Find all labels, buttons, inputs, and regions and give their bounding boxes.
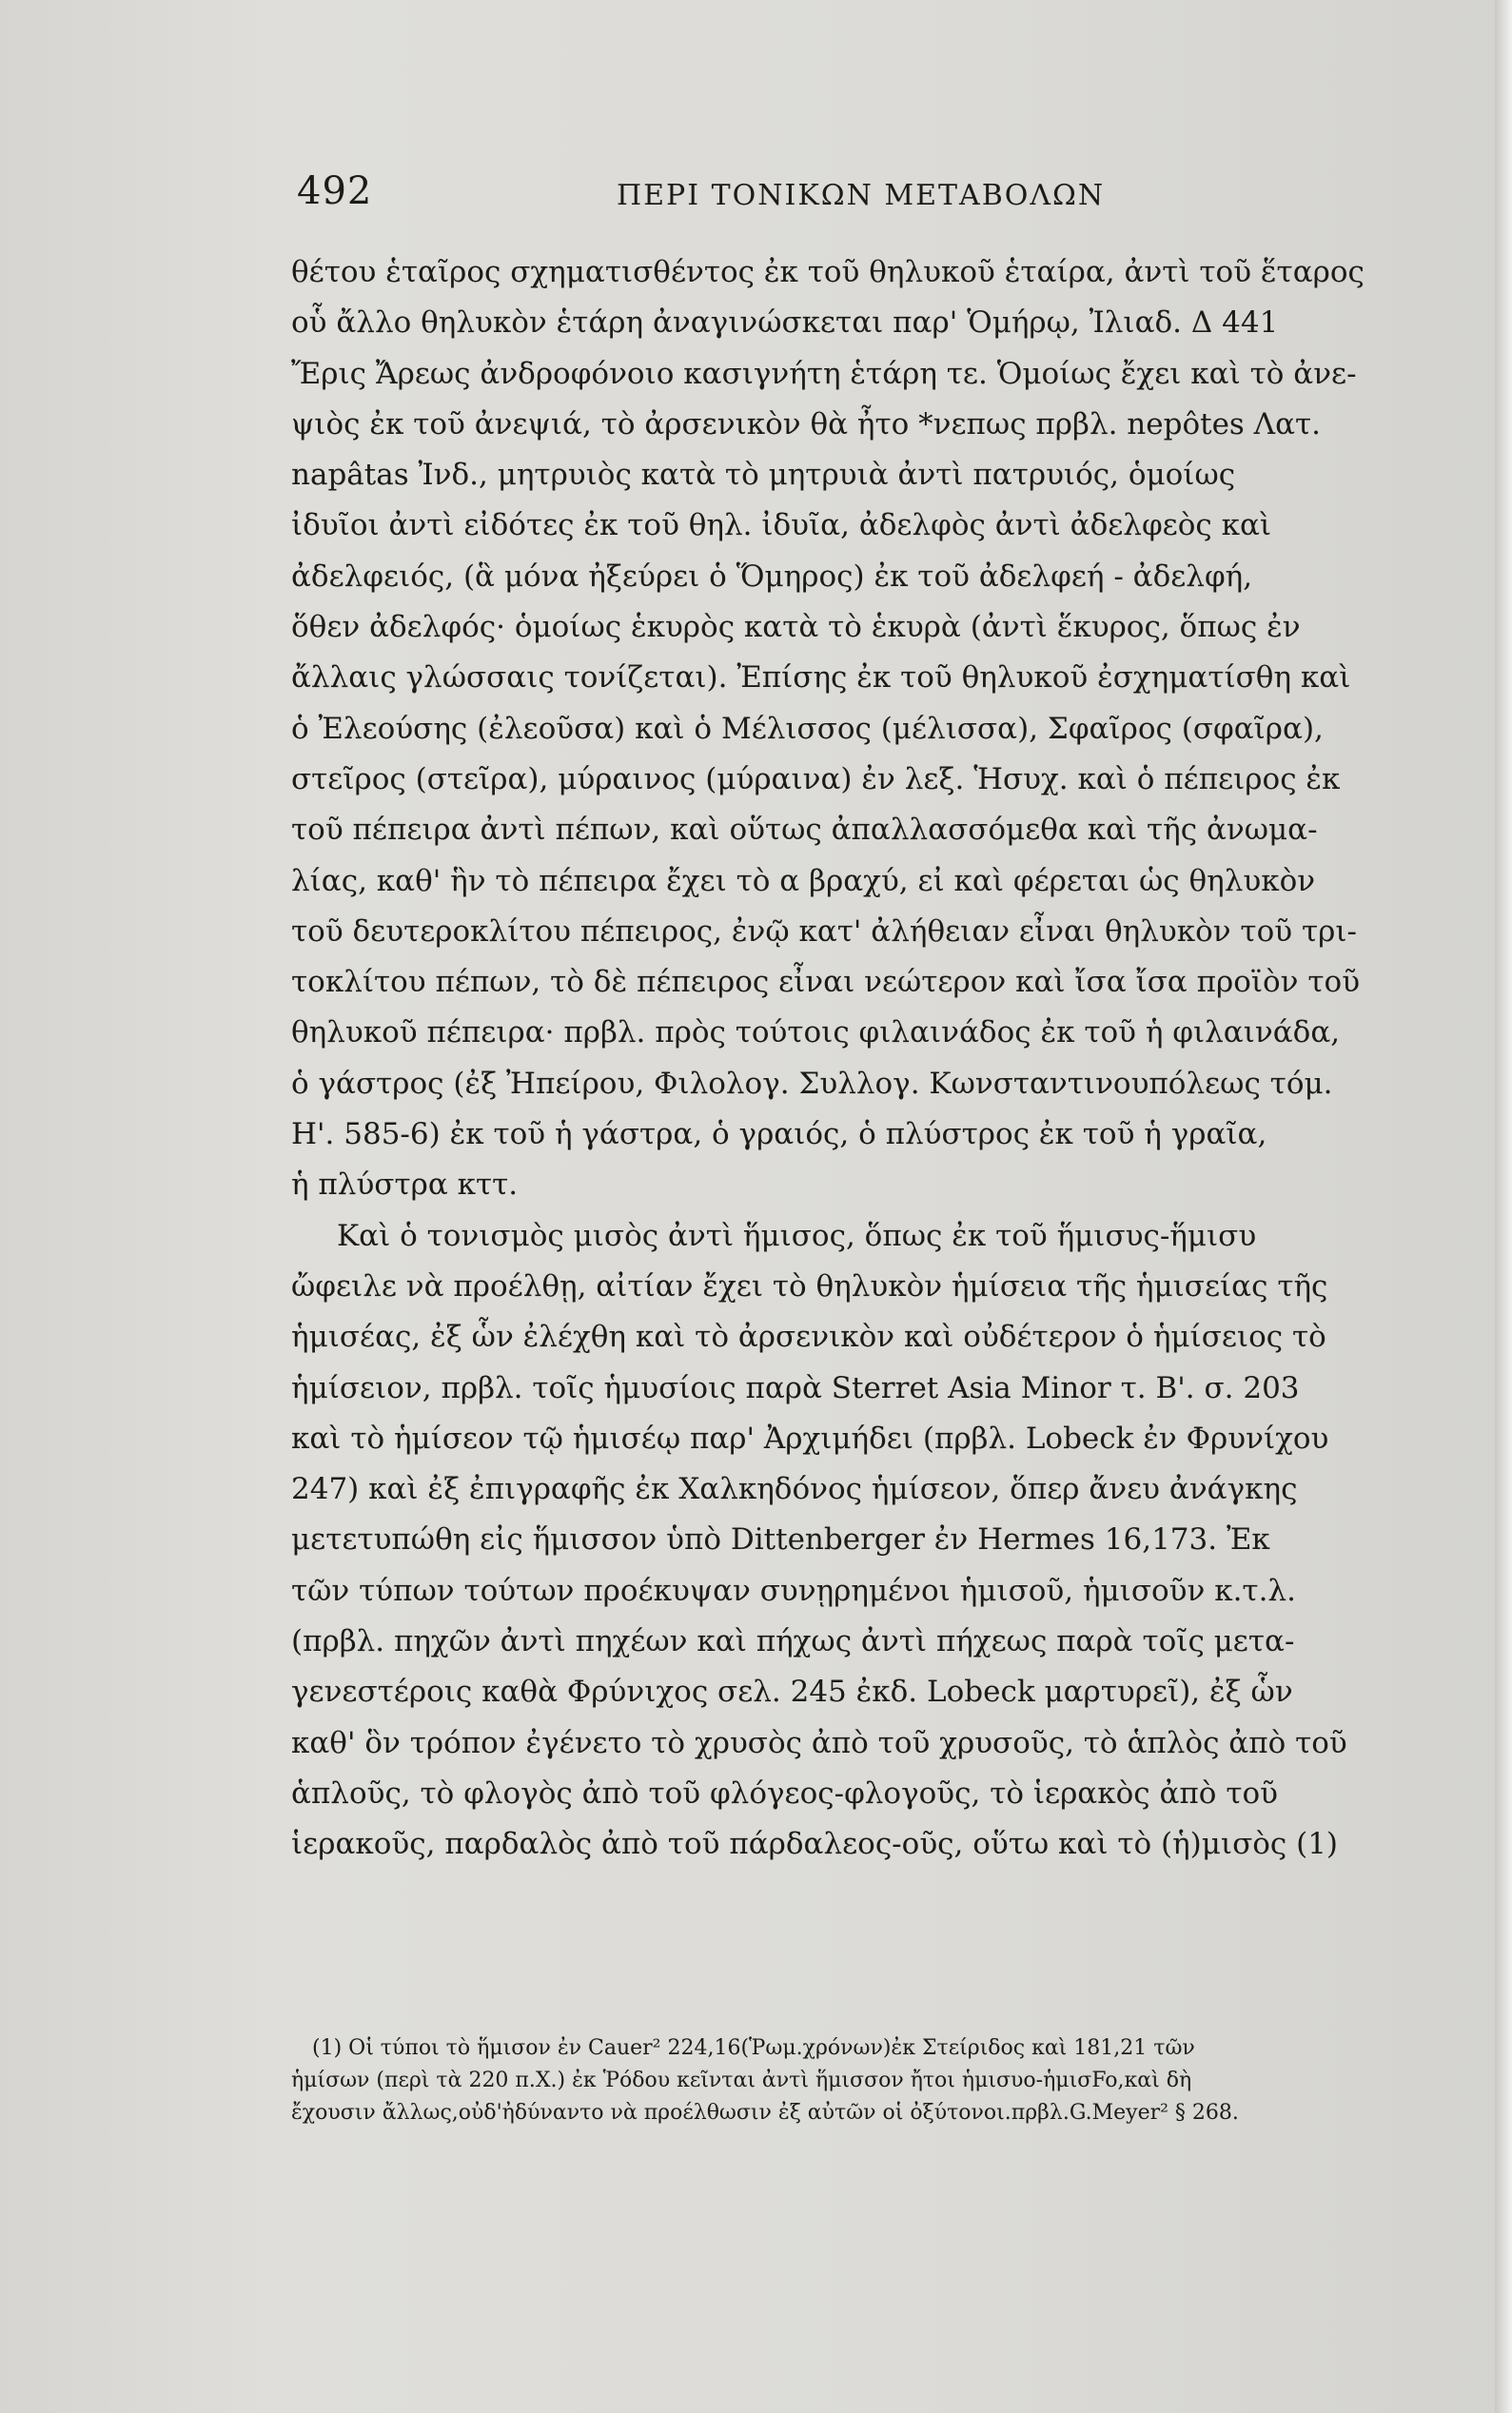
page-number: 492: [297, 169, 373, 213]
text-line: ἁπλοῦς, τὸ φλογὸς ἀπὸ τοῦ φλόγεος-φλογοῦς, τὸ ἱερακὸς ἀπὸ τοῦ: [291, 1775, 1278, 1811]
text-line: ἄλλαις γλώσσαις τονίζεται). Ἐπίσης ἐκ τοῦ θηλυκοῦ ἐσχηματίσθη καὶ: [291, 660, 1351, 696]
body-text: [291, 247, 1365, 1871]
footnote-line: (1) Οἱ τύποι τὸ ἥμισον ἐν Cauer² 224,16(Ῥωμ.χρόνων)ἐκ Στείριδος καὶ 181,21 τῶν: [312, 2036, 1195, 2060]
text-line: ὤφειλε νὰ προέλθῃ, αἰτίαν ἔχει τὸ θηλυκὸν ἡμίσεια τῆς ἡμισείας τῆς: [291, 1268, 1328, 1304]
text-line: 247) καὶ ἐξ ἐπιγραφῆς ἐκ Χαλκηδόνος ἡμίσεον, ὅπερ ἄνευ ἀνάγκης: [291, 1472, 1298, 1507]
text-line: τῶν τύπων τούτων προέκυψαν συνῃρημένοι ἡμισοῦ, ἡμισοῦν κ.τ.λ.: [291, 1573, 1296, 1608]
text-line: στεῖρος (στεῖρα), μύραινος (μύραινα) ἐν λεξ. Ἡσυχ. καὶ ὁ πέπειρος ἐκ: [291, 761, 1341, 796]
text-line: τοῦ δευτεροκλίτου πέπειρος, ἐνῷ κατ' ἀλήθειαν εἶναι θηλυκὸν τοῦ τρι-: [291, 913, 1357, 949]
text-line: καθ' ὃν τρόπον ἐγένετο τὸ χρυσὸς ἀπὸ τοῦ χρυσοῦς, τὸ ἁπλὸς ἀπὸ τοῦ: [291, 1725, 1347, 1760]
page-edge: [1495, 0, 1512, 2413]
text-line: θέτου ἑταῖρος σχηματισθέντος ἐκ τοῦ θηλυκοῦ ἑταίρα, ἀντὶ τοῦ ἕταρος: [291, 255, 1365, 289]
text-line: (πρβλ. πηχῶν ἀντὶ πηχέων καὶ πήχως ἀντὶ πήχεως παρὰ τοῖς μετα-: [291, 1624, 1295, 1659]
text-line: ἡ πλύστρα κττ.: [291, 1167, 519, 1203]
text-line: ἡμίσειον, πρβλ. τοῖς ἡμυσίοις παρὰ Sterret Asia Minor τ. Β'. σ. 203: [291, 1370, 1300, 1405]
text-line: τοῦ πέπειρα ἀντὶ πέπων, καὶ οὕτως ἀπαλλασσόμεθα καὶ τῆς ἀνωμα-: [291, 813, 1318, 848]
text-line: θηλυκοῦ πέπειρα· πρβλ. πρὸς τούτοις φιλαινάδος ἐκ τοῦ ἡ φιλαινάδα,: [291, 1015, 1341, 1050]
text-line: ἱερακοῦς, παρδαλὸς ἀπὸ τοῦ πάρδαλεος-οῦς, οὕτω καὶ τὸ (ἡ)μισὸς (1): [291, 1827, 1339, 1862]
text-line: λίας, καθ' ἣν τὸ πέπειρα ἔχει τὸ α βραχύ, εἰ καὶ φέρεται ὡς θηλυκὸν: [291, 863, 1316, 898]
text-line: napâtas Ἰνδ., μητρυιὸς κατὰ τὸ μητρυιὰ ἀντὶ πατρυιός, ὁμοίως: [291, 458, 1236, 493]
footnotes: [291, 2032, 1243, 2129]
text-line: μετετυπώθη εἰς ἥμισσον ὑπὸ Dittenberger ἐν Hermes 16,173. Ἐκ: [291, 1522, 1270, 1558]
paragraph-start-line: Καὶ ὁ τονισμὸς μισὸς ἀντὶ ἥμισος, ὅπως ἐκ τοῦ ἥμισυς-ἥμισυ: [337, 1218, 1257, 1253]
text-line: ἀδελφειός, (ἃ μόνα ἠξεύρει ὁ Ὅμηρος) ἐκ τοῦ ἀδελφεή - ἀδελφή,: [291, 559, 1253, 594]
text-line: ἡμισέας, ἐξ ὧν ἐλέχθη καὶ τὸ ἀρσενικὸν καὶ οὐδέτερον ὁ ἡμίσειος τὸ: [291, 1320, 1326, 1355]
text-line: τοκλίτου πέπων, τὸ δὲ πέπειρος εἶναι νεώτερον καὶ ἴσα ἴσα προϊὸν τοῦ: [291, 965, 1361, 1000]
footnote-line: ἔχουσιν ἄλλως,οὐδ'ἠδύναντο νὰ προέλθωσιν ἐξ αὐτῶν οἱ ὀξύτονοι.πρβλ.G.Meyer² § 268.: [291, 2101, 1239, 2125]
text-line: καὶ τὸ ἡμίσεον τῷ ἡμισέῳ παρ' Ἀρχιμήδει (πρβλ. Lobeck ἐν Φρυνίχου: [291, 1421, 1329, 1456]
text-line: ψιὸς ἐκ τοῦ ἀνεψιά, τὸ ἀρσενικὸν θὰ ἦτο *νεπως πρβλ. nepôtes Λατ.: [291, 406, 1322, 441]
footnote-line: ἡμίσων (περὶ τὰ 220 π.Χ.) ἐκ Ῥόδου κεῖνται ἀντὶ ἥμισσον ἤτοι ἡμισυο-ἡμισFo,καὶ δὴ: [291, 2069, 1192, 2092]
text-line: Ἔρις Ἄρεως ἀνδροφόνοιο κασιγνήτη ἑτάρη τε. Ὁμοίως ἔχει καὶ τὸ ἀνε-: [291, 356, 1357, 391]
text-line: Η'. 585-6) ἐκ τοῦ ἡ γάστρα, ὁ γραιός, ὁ πλύστρος ἐκ τοῦ ἡ γραῖα,: [291, 1117, 1267, 1152]
page-header: [297, 169, 1134, 226]
text-line: ἰδυῖοι ἀντὶ εἰδότες ἐκ τοῦ θηλ. ἰδυῖα, ἀδελφὸς ἀντὶ ἀδελφεὸς καὶ: [291, 508, 1272, 543]
text-line: ὅθεν ἀδελφός· ὁμοίως ἑκυρὸς κατὰ τὸ ἑκυρὰ (ἀντὶ ἕκυρος, ὅπως ἐν: [291, 610, 1301, 645]
text-line: ὁ Ἐλεούσης (ἐλεοῦσα) καὶ ὁ Μέλισσος (μέλισσα), Σφαῖρος (σφαῖρα),: [291, 711, 1324, 746]
text-line: γενεστέροις καθὰ Φρύνιχος σελ. 245 ἐκδ. Lobeck μαρτυρεῖ), ἐξ ὧν: [291, 1675, 1293, 1710]
text-line: ὁ γάστρος (ἐξ Ἠπείρου, Φιλολογ. Συλλογ. Κωνσταντινουπόλεως τόμ.: [291, 1066, 1333, 1101]
text-line: οὗ ἄλλο θηλυκὸν ἑτάρη ἀναγινώσκεται παρ' Ὁμήρῳ, Ἰλιαδ. Δ 441: [291, 305, 1279, 341]
running-head: ΠΕΡΙ ΤΟΝΙΚΩΝ ΜΕΤΑΒΟΛΩΝ: [617, 179, 1106, 212]
